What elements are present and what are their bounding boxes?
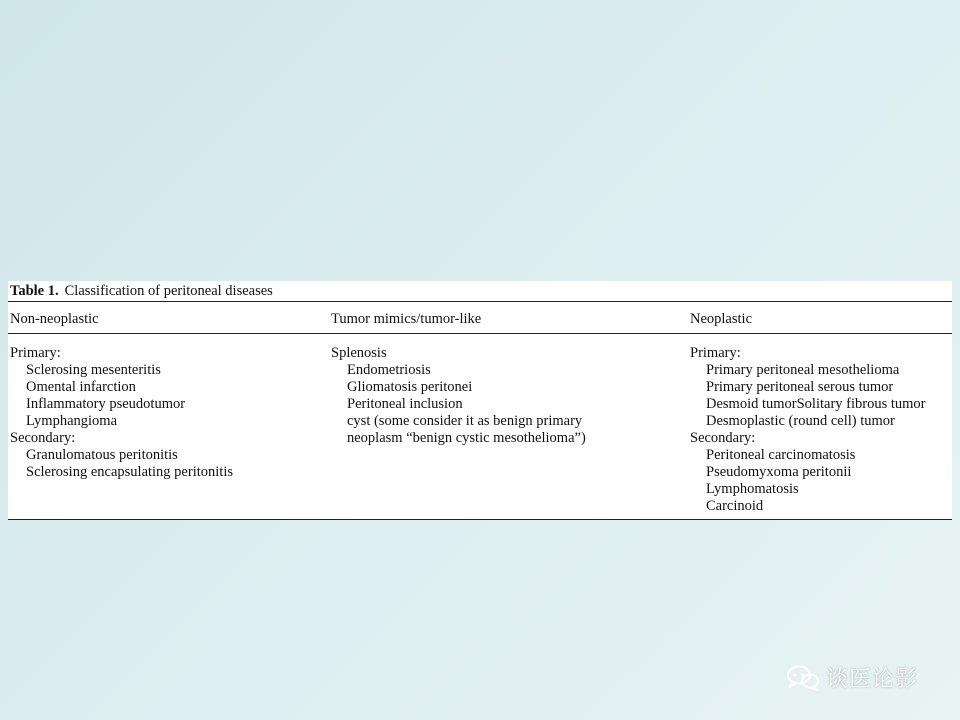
column-header-non-neoplastic: Non-neoplastic [10,311,99,327]
table-header-rule [8,333,952,334]
table-cell: Splenosis [331,345,387,361]
table-cell: Primary peritoneal mesothelioma [706,362,900,378]
classification-table [8,281,952,520]
table-cell: Primary peritoneal serous tumor [706,379,894,395]
column-header-neoplastic: Neoplastic [690,311,753,327]
table-cell: Primary: [690,345,741,361]
table-cell: Endometriosis [347,362,431,378]
table-caption [10,283,273,299]
table-cell: Peritoneal carcinomatosis [706,447,856,463]
table-cell: Peritoneal inclusion [347,396,463,412]
table-cell: Lymphangioma [26,413,118,429]
table-cell: cyst (some consider it as benign primary [347,413,583,429]
table-cell: Pseudomyxoma peritonii [706,464,852,480]
table-cell: Secondary: [690,430,756,446]
table-cell: Lymphomatosis [706,481,799,497]
column-neoplastic [690,345,926,515]
table-cell: Sclerosing encapsulating peritonitis [26,464,233,480]
table-caption-text: Classification of peritoneal diseases [64,283,273,299]
table-cell: Desmoplastic (round cell) tumor [706,413,895,429]
table-cell: Secondary: [10,430,76,446]
table-cell: Desmoid tumorSolitary fibrous tumor [706,396,926,412]
table-caption-label: Table 1. [10,283,59,299]
table-cell: Carcinoid [706,498,764,514]
table-cell: Primary: [10,345,61,361]
table-cell: Omental infarction [26,379,136,395]
table-bottom-rule [8,519,952,520]
column-non-neoplastic [10,345,233,481]
table-cell: Gliomatosis peritonei [347,379,473,395]
table-cell: Inflammatory pseudotumor [26,396,186,412]
chat-bubbles-icon [786,664,820,692]
watermark-text: 谈医论影 [826,667,919,692]
table-cell: Granulomatous peritonitis [26,447,178,463]
table-cell: Sclerosing mesenteritis [26,362,161,378]
column-tumor-mimics [331,345,586,447]
table-cell: neoplasm “benign cystic mesothelioma”) [347,430,586,446]
column-header-tumor-mimics: Tumor mimics/tumor-like [331,311,482,327]
watermark [786,662,918,693]
table-top-rule [8,301,952,302]
